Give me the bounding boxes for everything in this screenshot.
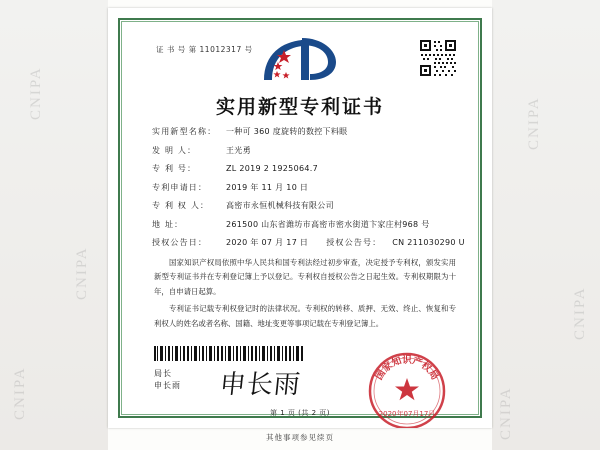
field-row-grant-publication [152,237,465,248]
field-row-application-date [152,182,458,193]
field-value: 高密市永恒机械科技有限公司 [226,201,334,210]
watermark-text: CNIPA [572,286,588,340]
field-value-grant-date: 2020 年 07 月 17 日 [226,238,309,247]
cnipa-logo-icon [252,34,348,88]
watermark-text: CNIPA [498,386,514,440]
field-value: 261500 山东省潍坊市高密市密水街道卞家庄村968 号 [226,219,430,229]
page-number-footer: 第 1 页 (共 2 页) [270,409,330,417]
background-strip-left [0,0,108,450]
field-label-publication-number: 授权公告号： [326,238,382,247]
field-label: 专利申请日： [152,182,208,192]
watermark-text: CNIPA [74,246,90,300]
certificate-sheet [108,8,492,428]
body-text [154,256,456,334]
field-row-utility-model-name [152,126,458,137]
continuation-note: 其他事项参见续页 [266,433,334,442]
field-label: 发 明 人： [152,145,197,155]
field-list [152,126,465,256]
qr-code-icon [418,38,458,78]
field-label-grant-date: 授权公告日： [152,238,208,247]
handwritten-signature: 申长雨 [218,370,303,399]
field-label: 专 利 权 人： [152,201,210,210]
field-row-inventor [152,145,458,156]
paragraph-2: 专利证书记载专利权登记时的法律状况。专利权的转移、质押、无效、终止、恢复和专利权人的姓名或者名称、国籍、地址变更等事项记载在专利登记簿上。 [154,304,456,328]
barcode-icon [154,346,304,361]
svg-text:2020年07月17日: 2020年07月17日 [378,410,436,418]
paragraph-1: 国家知识产权局依照中华人民共和国专利法经过初步审查，决定授予专利权，颁发实用新型专利证书并在专利登记簿上予以登记。专利权自授权公告之日起生效。专利权期限为十年，自申请日起算。 [154,258,456,296]
watermark-text: CNIPA [526,96,542,150]
signature-role-label: 局长 [154,369,172,378]
field-value-publication-number: CN 211030290 U [392,238,465,247]
field-value: ZL 2019 2 1925064.7 [226,164,318,173]
page-title: 实用新型专利证书 [215,97,384,118]
watermark-text: CNIPA [28,66,44,120]
certificate-serial-number: 证 书 号 第 11012317 号 [156,45,253,54]
signature-name-label: 申长雨 [154,381,181,391]
field-value: 2019 年 11 月 10 日 [226,182,309,192]
signature-block [154,368,181,393]
background-strip-right [492,0,600,450]
svg-text:国家知识产权局: 国家知识产权局 [374,356,440,383]
field-row-patent-number [152,163,458,174]
field-label: 专 利 号： [152,164,197,173]
watermark-text: CNIPA [12,366,28,420]
field-value: 一种可 360 度旋转的数控下料眼 [226,127,348,136]
field-value: 王光勇 [226,145,251,155]
field-label: 地 址： [152,219,184,229]
field-row-address [152,219,458,230]
field-label: 实用新型名称： [152,127,217,136]
field-row-patentee [152,200,458,211]
